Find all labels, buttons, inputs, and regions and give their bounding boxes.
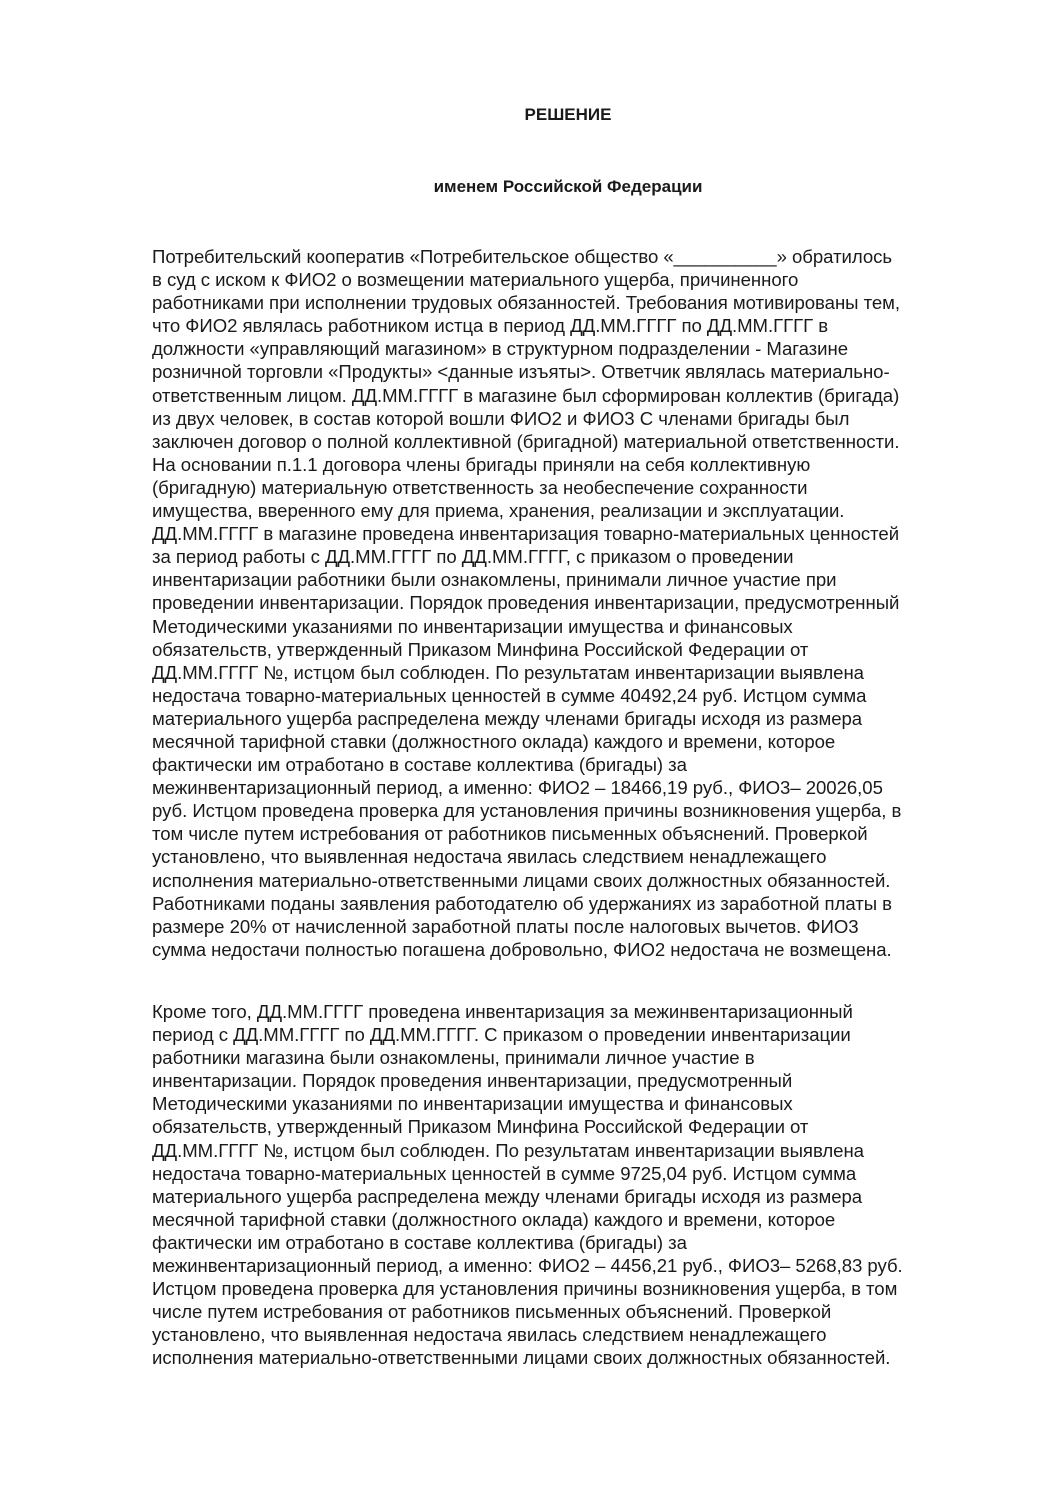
document-subtitle: именем Российской Федерации: [433, 177, 703, 196]
paragraph-second-inventory: Кроме того, ДД.ММ.ГГГГ проведена инвентаризация за межинвентаризационный период с ДД.ММ.ГГГГ по ДД.ММ.ГГГГ. С приказом о проведении инвентаризации работники магазина были ознакомлены, принимали личное участие в инвентаризации. Порядок проведения инвентаризации, предусмотренный Методическими указаниями по инвентаризации имущества и финансовых обязательств, утвержденный Приказом Минфина Российской Федерации от ДД.ММ.ГГГГ №, истцом был соблюден. По результатам инвентаризации выявлена недостача товарно-материальных ценностей в сумме 9725,04 руб. Истцом сумма материального ущерба распределена между членами бригады исходя из размера месячной тарифной ставки (должностного оклада) каждого и времени, которое фактически им отработано в составе коллектива (бригады) за межинвентаризационный период, а именно: ФИО2 – 4456,21 руб., ФИО3– 5268,83 руб. Истцом проведена проверка для установления причины возникновения ущерба, в том числе путем истребования от работников письменных объяснений. Проверкой установлено, что выявленная недостача явилась следствием ненадлежащего исполнения материально-ответственными лицами своих должностных обязанностей.: [152, 1001, 903, 1369]
paragraph-claim: Потребительский кооператив «Потребительское общество «__________» обратилось в суд с иском к ФИО2 о возмещении материального ущерба, причиненного работниками при исполнении трудовых обязанностей. Требования мотивированы тем, что ФИО2 являлась работником истца в период ДД.ММ.ГГГГ по ДД.ММ.ГГГГ в должности «управляющий магазином» в структурном подразделении - Магазине розничной торговли «Продукты» <данные изъяты>. Ответчик являлась материально- ответственным лицом. ДД.ММ.ГГГГ в магазине был сформирован коллектив (бригада) из двух человек, в состав которой вошли ФИО2 и ФИО3 С членами бригады был заключен договор о полной коллективной (бригадной) материальной ответственности. На основании п.1.1 договора члены бригады приняли на себя коллективную (бригадную) материальную ответственность за необеспечение сохранности имущества, вверенного ему для приема, хранения, реализации и эксплуатации. ДД.ММ.ГГГГ в магазине проведена инвентаризация товарно-материальных ценностей за период работы с ДД.ММ.ГГГГ по ДД.ММ.ГГГГ, с приказом о проведении инвентаризации работники были ознакомлены, принимали личное участие при проведении инвентаризации. Порядок проведения инвентаризации, предусмотренный Методическими указаниями по инвентаризации имущества и финансовых обязательств, утвержденный Приказом Минфина Российской Федерации от ДД.ММ.ГГГГ №, истцом был соблюден. По результатам инвентаризации выявлена недостача товарно-материальных ценностей в сумме 40492,24 руб. Истцом сумма материального ущерба распределена между членами бригады исходя из размера месячной тарифной ставки (должностного оклада) каждого и времени, которое фактически им отработано в составе коллектива (бригады) за межинвентаризационный период, а именно: ФИО2 – 18466,19 руб., ФИО3– 20026,05 руб. Истцом проведена проверка для установления причины возникновения ущерба, в том числе путем истребования от работников письменных объяснений. Проверкой установлено, что выявленная недостача явилась следствием ненадлежащего исполнения материально-ответственными лицами своих должностных обязанностей. Работниками поданы заявления работодателю об удержаниях из заработной платы в размере 20% от начисленной заработной платы после налоговых вычетов. ФИО3 сумма недостачи полностью погашена добровольно, ФИО2 недостача не возмещена.: [152, 246, 902, 960]
document-title: РЕШЕНИЕ: [524, 105, 612, 124]
